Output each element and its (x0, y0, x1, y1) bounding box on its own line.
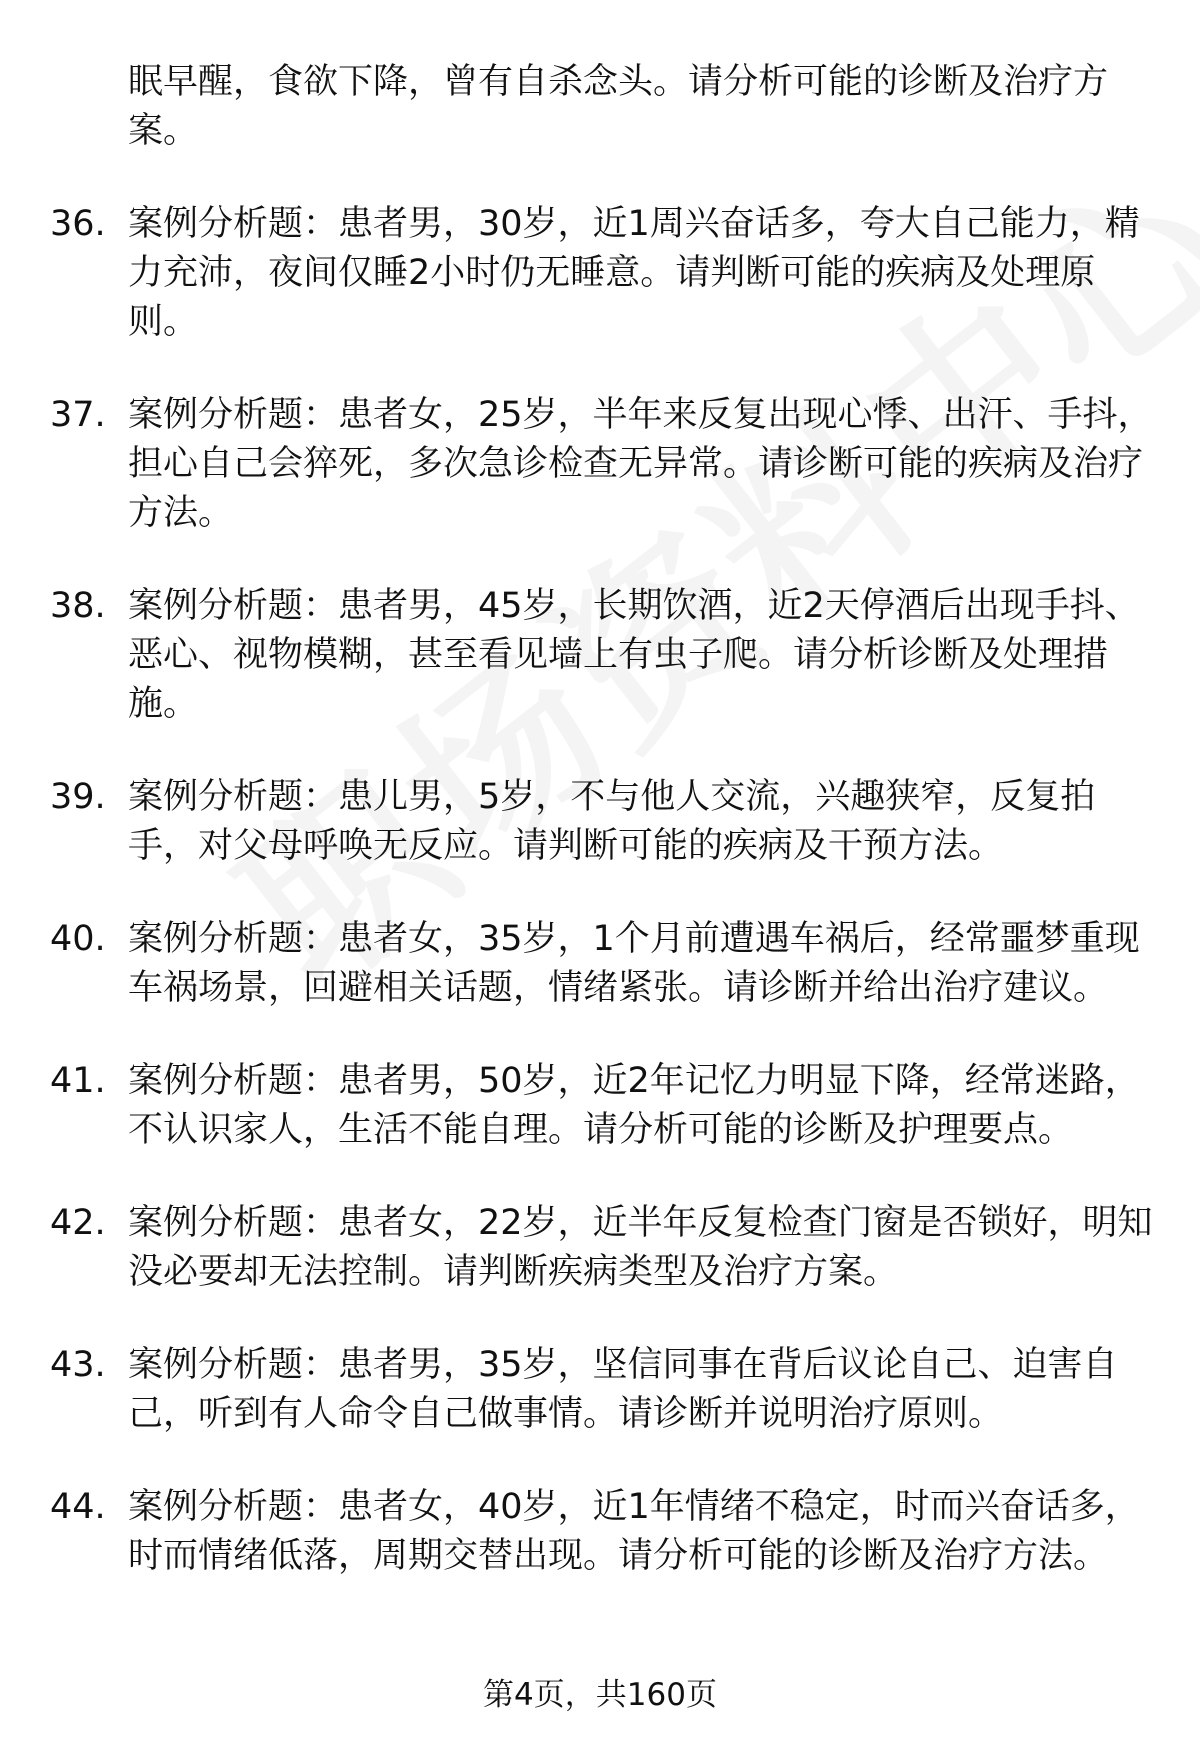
question-number: 44. (50, 1487, 106, 1527)
question-item (0, 1483, 1200, 1581)
question-item (0, 582, 1200, 729)
question-number: 38. (50, 586, 106, 626)
question-list (0, 58, 1200, 1625)
question-text: 案例分析题：患者男，50岁，近2年记忆力明显下降，经常迷路，不认识家人，生活不能自理。请分析可能的诊断及护理要点。 (128, 1061, 1140, 1150)
question-number: 37. (50, 395, 106, 435)
question-item (0, 1057, 1200, 1155)
question-number: 36. (50, 204, 106, 244)
question-number: 42. (50, 1203, 106, 1243)
page-footer: 第4页，共160页 (483, 1677, 717, 1713)
question-number: 40. (50, 919, 106, 959)
question-number: 41. (50, 1061, 106, 1101)
question-text: 案例分析题：患者男，45岁，长期饮酒，近2天停酒后出现手抖、恶心、视物模糊，甚至看见墙上有虫子爬。请分析诊断及处理措施。 (128, 586, 1140, 724)
question-text: 案例分析题：患儿男，5岁，不与他人交流，兴趣狭窄，反复拍手，对父母呼唤无反应。请判断可能的疾病及干预方法。 (128, 777, 1096, 866)
question-number: 43. (50, 1345, 106, 1385)
question-item (0, 915, 1200, 1013)
continuation-text: 眠早醒，食欲下降，曾有自杀念头。请分析可能的诊断及治疗方案。 (128, 62, 1109, 151)
question-item (0, 200, 1200, 347)
question-text: 案例分析题：患者女，40岁，近1年情绪不稳定，时而兴奋话多，时而情绪低落，周期交替出现。请分析可能的诊断及治疗方法。 (128, 1487, 1140, 1576)
question-text: 案例分析题：患者女，22岁，近半年反复检查门窗是否锁好，明知没必要却无法控制。请判断疾病类型及治疗方案。 (128, 1203, 1153, 1292)
question-text: 案例分析题：患者女，25岁，半年来反复出现心悸、出汗、手抖，担心自己会猝死，多次急诊检查无异常。请诊断可能的疾病及治疗方法。 (128, 395, 1153, 533)
question-text: 案例分析题：患者男，30岁，近1周兴奋话多，夸大自己能力，精力充沛，夜间仅睡2小时仍无睡意。请判断可能的疾病及处理原则。 (128, 204, 1140, 342)
question-text: 案例分析题：患者男，35岁，坚信同事在背后议论自己、迫害自己，听到有人命令自己做事情。请诊断并说明治疗原则。 (128, 1345, 1118, 1434)
question-item (0, 391, 1200, 538)
question-number: 39. (50, 777, 106, 817)
question-item (0, 773, 1200, 871)
question-text: 案例分析题：患者女，35岁，1个月前遭遇车祸后，经常噩梦重现车祸场景，回避相关话题，情绪紧张。请诊断并给出治疗建议。 (128, 919, 1140, 1008)
question-item (0, 1199, 1200, 1297)
question-item (0, 1341, 1200, 1439)
